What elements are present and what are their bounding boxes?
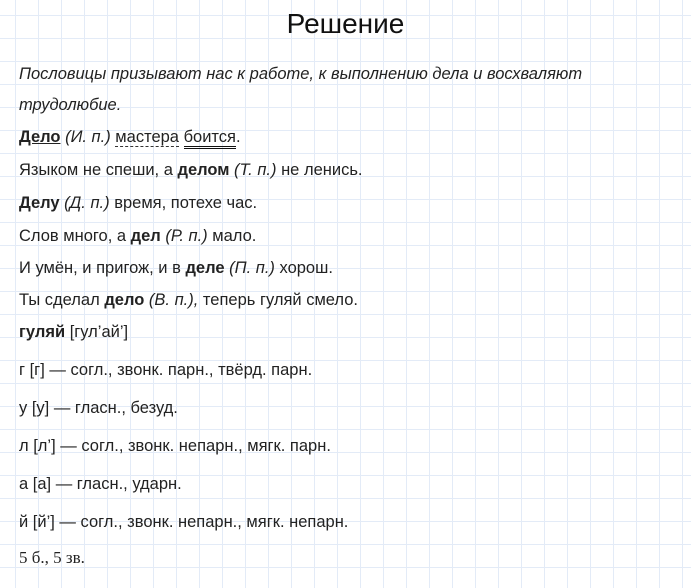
page-title: Решение: [286, 8, 405, 39]
subject-word: Дело: [19, 128, 61, 146]
proverb-line: [19, 127, 241, 147]
proverb-line: [19, 226, 256, 246]
text: мало.: [207, 227, 257, 245]
proverb-line: [19, 160, 363, 180]
phonetic-line: а [а] — гласн., ударн.: [19, 475, 182, 493]
period: .: [235, 128, 241, 146]
case-label: (Т. п.): [234, 161, 277, 179]
key-word: деле: [185, 259, 225, 277]
text: Языком не спеши, а: [19, 161, 178, 179]
text: Ты сделал: [19, 291, 105, 309]
proverb-line: [19, 193, 257, 213]
analyzed-word: гуляй: [19, 323, 66, 341]
phonetic-line: у [у] — гласн., безуд.: [19, 399, 178, 417]
phonetic-line: й [й’] — согл., звонк. непарн., мягк. непарн.: [19, 513, 349, 531]
proverb-line: [19, 258, 333, 278]
text: хорош.: [274, 259, 333, 277]
key-word: дел: [130, 227, 161, 245]
text: время, потехе час.: [109, 194, 258, 212]
transcription: [гул’ай’]: [69, 323, 129, 341]
text: Слов много, а: [19, 227, 131, 245]
key-word: дело: [104, 291, 145, 309]
intro-line-1: [19, 64, 582, 84]
word-analysis-header: [19, 322, 128, 342]
text: теперь гуляй смело.: [198, 291, 359, 309]
predicate-word: боится: [184, 128, 236, 149]
key-word: Делу: [19, 194, 60, 212]
intro-line-2: [19, 95, 121, 115]
text: не ленись.: [276, 161, 363, 179]
key-word: делом: [177, 161, 230, 179]
proverb-line: [19, 290, 358, 310]
phonetic-line: г [г] — согл., звонк. парн., твёрд. парн.: [19, 361, 313, 379]
case-label: (В. п.),: [148, 291, 199, 309]
case-label: (Д. п.): [64, 194, 110, 212]
case-label: (П. п.): [229, 259, 275, 277]
intro-text: трудолюбие.: [19, 96, 122, 114]
phonetic-line: л [л’] — согл., звонк. непарн., мягк. парн.: [19, 437, 331, 455]
case-label: (И. п.): [65, 128, 111, 146]
summary: 5 б., 5 зв.: [19, 548, 85, 567]
object-word: мастера: [115, 128, 179, 146]
text: И умён, и пригож, и в: [19, 259, 186, 277]
case-label: (Р. п.): [165, 227, 208, 245]
intro-text: Пословицы призывают нас к работе, к выполнению дела и восхваляют: [19, 65, 583, 83]
